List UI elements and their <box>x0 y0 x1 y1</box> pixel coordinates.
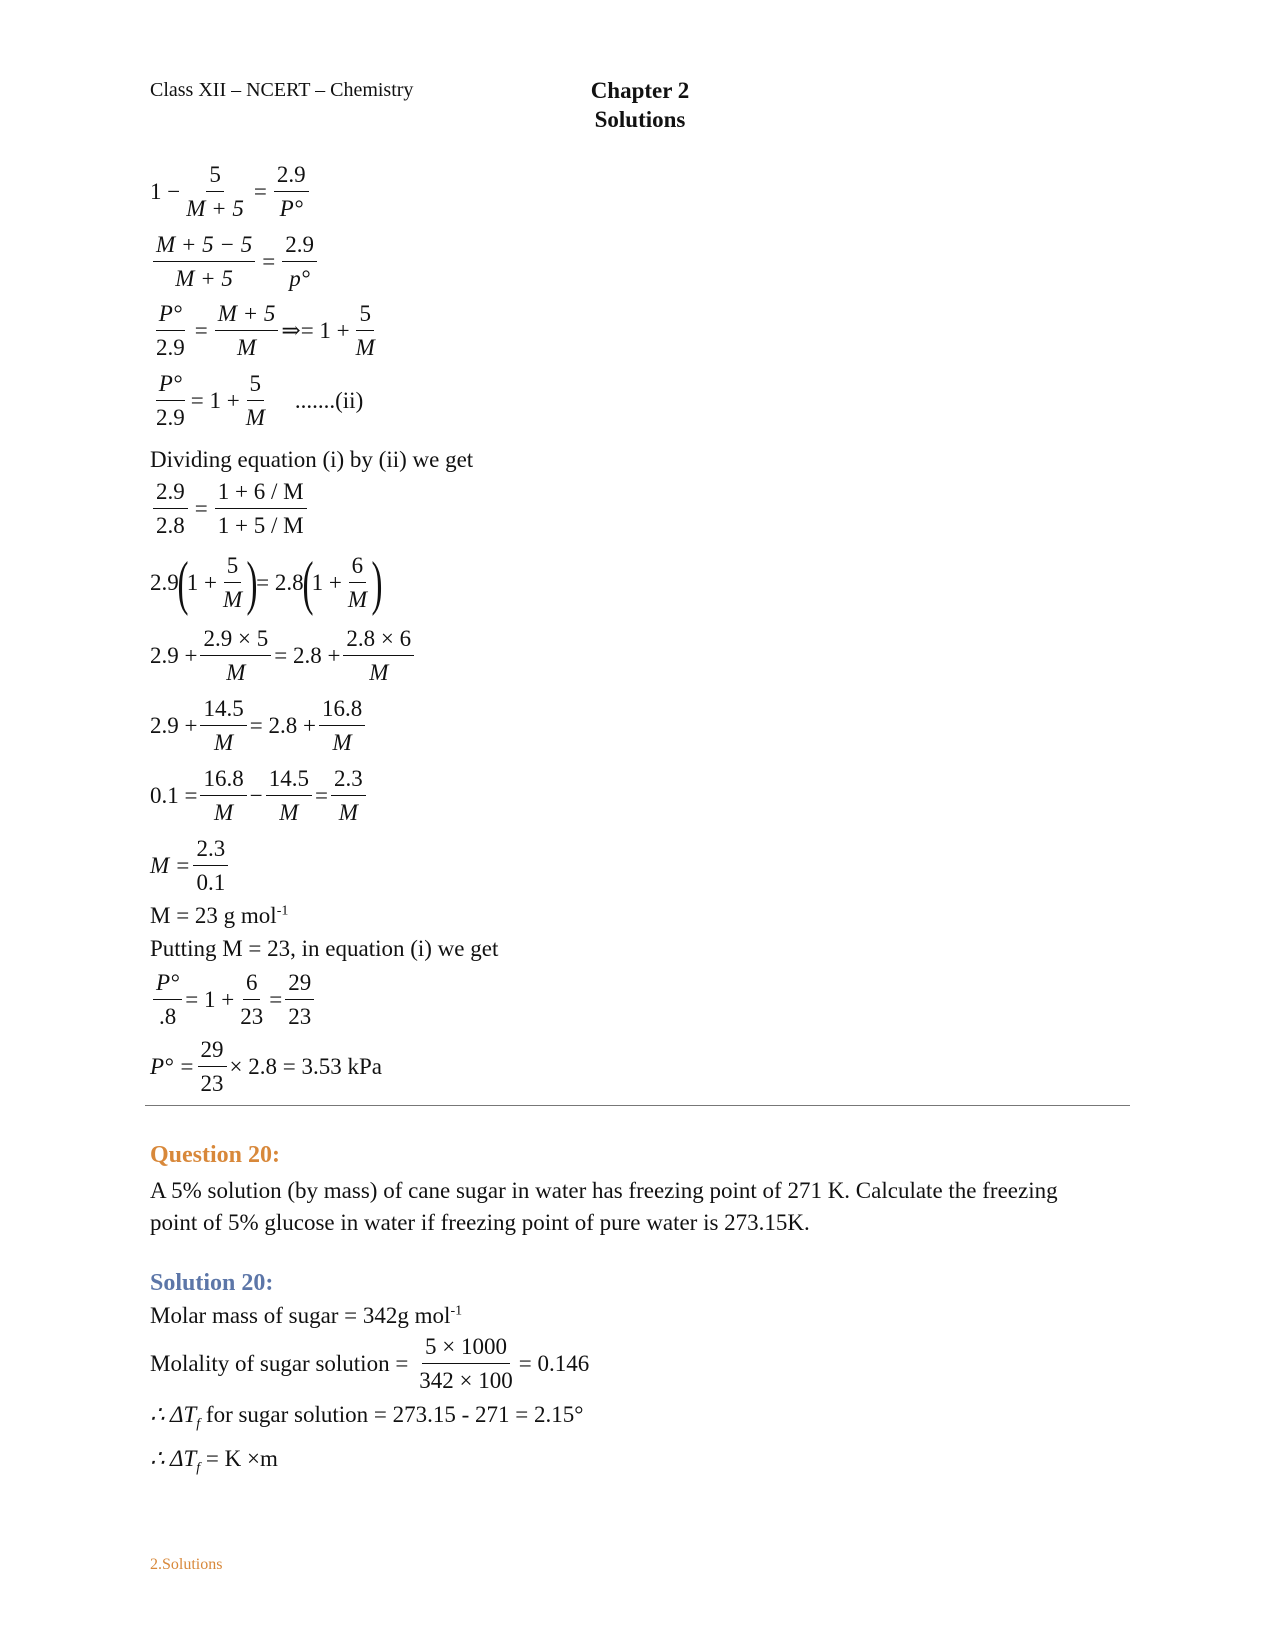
equation-7: 2.9 + $\frac{2.9 \times 5}{M}$ = 2.8 + $\frac{2.8 \times 6}{M}$ <box>150 622 417 689</box>
solution-line-1: Molar mass of sugar = 342g mol$^{-1}$ <box>150 1303 463 1328</box>
equation-2: $\frac{M + 5 - 5}{M + 5}$ = $\frac{2.9}{p^\circ}$ <box>150 228 320 295</box>
solution-line-2: Molality of sugar solution = $\frac{5 \times 1000}{342 \times 100}$ = 0.146 <box>150 1330 589 1397</box>
question-title: Question 20: <box>150 1142 281 1168</box>
header-left: Class XII – NCERT – Chemistry <box>150 79 414 101</box>
question-text: A 5% solution (by mass) of cane sugar in water has freezing point of 271 K. Calculate the freezing point of 5% glucose in water if freezing point of pure water is 273.15K. <box>150 1178 1058 1235</box>
solution-line-3: ∴ $\Delta T_f$ for sugar solution = 273.15 - 271 = 2.15° <box>150 1402 584 1432</box>
divider <box>145 1105 1130 1106</box>
equation-5: $\frac{2.9}{2.8}$ = $\frac{1 + 6 / M}{1 + 5 / M}$ <box>150 475 310 542</box>
equation-12: P° = $\frac{29}{23}$ × 2.8 = 3.53 kPa <box>150 1033 382 1100</box>
chapter-heading <box>575 76 705 134</box>
text-molar-mass: M = 23 g mol$^{-1}$ <box>150 903 289 928</box>
equation-10: M = $\frac{2.3}{0.1}$ <box>150 832 231 899</box>
solution-line-4: ∴ $\Delta T_f = K \times m$ <box>150 1446 278 1476</box>
footer: 2.Solutions <box>150 1556 223 1573</box>
text-dividing: Dividing equation (i) by (ii) we get <box>150 447 474 472</box>
equation-tag: .......(ii) <box>294 387 364 413</box>
equation-4: $\frac{P^\circ}{2.9}$ = 1 + $\frac{5}{M}$ .......(ii) <box>150 367 363 434</box>
chapter-title: Solutions <box>594 107 686 132</box>
solution-title: Solution 20: <box>150 1270 274 1296</box>
equation-6: 2.9 ( 1 + $\frac{5}{M}$ ) = 2.8 ( 1 + $\frac{6}{M}$ ) <box>150 549 383 616</box>
text-putting: Putting M = 23, in equation (i) we get <box>150 936 499 961</box>
equation-3: $\frac{P^\circ}{2.9}$ = $\frac{M + 5}{M}$ ⇒= 1 + $\frac{5}{M}$ <box>150 297 381 364</box>
equation-8: 2.9 + $\frac{14.5}{M}$ = 2.8 + $\frac{16.8}{M}$ <box>150 692 368 759</box>
chapter-number: Chapter 2 <box>590 78 690 103</box>
equation-1: 1 − $\frac{5}{M + 5}$ = $\frac{2.9}{P^\circ}$ <box>150 158 312 225</box>
equation-11: $\frac{P^\circ}{.8}$ = 1 + $\frac{6}{23}$ = $\frac{29}{23}$ <box>150 966 317 1033</box>
equation-9: 0.1 = $\frac{16.8}{M}$ − $\frac{14.5}{M}$ = $\frac{2.3}{M}$ <box>150 762 369 829</box>
